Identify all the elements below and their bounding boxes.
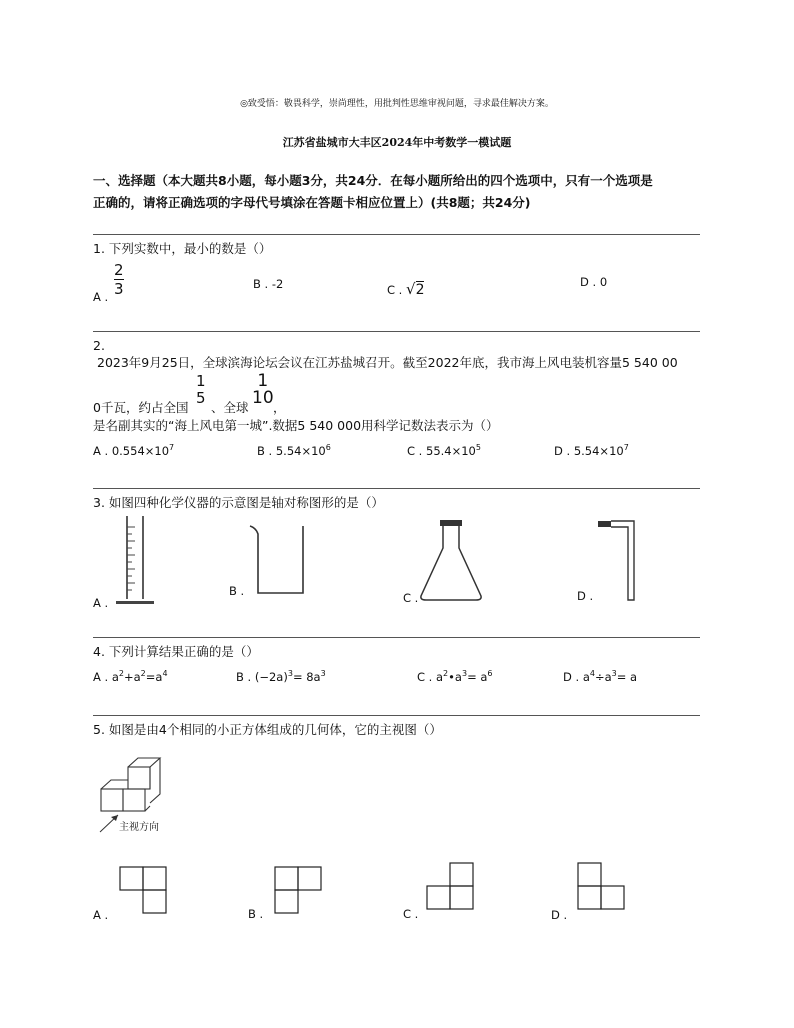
q3-stem: 3. 如图四种化学仪器的示意图是轴对称图形的是（） [93, 495, 384, 510]
q3-option-c: C . [403, 591, 419, 605]
exponent: 2 [140, 669, 146, 678]
fraction-denominator: 5 [196, 389, 206, 407]
view-direction-label: 主视方向 [119, 822, 159, 833]
q4-option-b [236, 669, 326, 684]
exponent: 3 [461, 669, 468, 678]
q4-option-a [93, 669, 168, 684]
q2-text-line2b: 、全球 [211, 400, 249, 415]
q2-option-b [257, 443, 331, 458]
fraction-numerator: 1 [257, 371, 269, 391]
q2-option-a [93, 443, 174, 458]
glass-tube-icon [596, 517, 640, 603]
q1-option-c-label: C . [387, 283, 403, 297]
q5-option-a-figure [119, 866, 169, 916]
text: = 8a [292, 669, 321, 684]
text: = a [616, 669, 638, 684]
q2-fraction-one-tenth [252, 373, 274, 406]
q2-option-d [554, 443, 629, 458]
q1-option-b: B . -2 [253, 277, 284, 291]
exponent: 3 [320, 669, 326, 678]
exponent: 3 [611, 669, 617, 678]
exponent: 6 [325, 443, 331, 452]
q3-option-a: A . [93, 596, 109, 610]
q2-option-d-base: D . 5.54×10 [554, 443, 624, 458]
divider [93, 488, 700, 489]
divider [93, 715, 700, 716]
exponent: 7 [623, 443, 629, 452]
q5-option-a: A . [93, 908, 109, 922]
divider [93, 331, 700, 332]
divider [93, 234, 700, 235]
graduated-cylinder-icon [112, 515, 160, 607]
q2-number: 2. [93, 338, 105, 353]
exam-title: 江苏省盐城市大丰区2024年中考数学一模试题 [282, 136, 512, 149]
beaker-icon [248, 524, 308, 596]
exponent: 2 [118, 669, 124, 678]
q1-option-c [387, 280, 424, 298]
sqrt-icon: √ [406, 280, 416, 298]
q1-stem: 1. 下列实数中，最小的数是（） [93, 241, 272, 256]
text: =a [145, 669, 163, 684]
q5-option-d: D . [551, 908, 568, 922]
section-heading [93, 170, 703, 214]
q4-option-c [417, 669, 493, 684]
section-heading-line2: 正确的，请将正确选项的字母代号填涂在答题卡相应位置上）(共8题；共24分) [93, 195, 531, 210]
q5-stem: 5. 如图是由4个相同的小正方体组成的几何体，它的主视图（） [93, 722, 442, 737]
text: A . a [93, 669, 119, 684]
text: •a [448, 669, 462, 684]
q2-fraction-one-fifth [196, 373, 206, 406]
exponent: 3 [287, 669, 293, 678]
q5-option-b: B . [248, 907, 264, 921]
q2-text-line2c: ， [273, 400, 286, 415]
text: = a [467, 669, 488, 684]
exponent: 4 [589, 669, 595, 678]
q2-option-c-base: C . 55.4×10 [407, 443, 476, 458]
radicand: 2 [415, 282, 425, 298]
q5-option-c: C . [403, 907, 419, 921]
section-heading-line1: 一、选择题（本大题共8小题，每小题3分，共24分．在每小题所给出的四个选项中，只有一个选项是 [93, 173, 653, 188]
fraction-numerator: 1 [196, 372, 206, 390]
exponent: 5 [475, 443, 481, 452]
q3-option-d: D . [577, 589, 594, 603]
q5-option-b-figure [274, 866, 324, 916]
fraction-numerator: 2 [114, 261, 124, 279]
q2-option-a-base: A . 0.554×10 [93, 443, 170, 458]
q5-option-c-figure [426, 862, 476, 912]
motto: ◎致受悟：敬畏科学，崇尚理性，用批判性思维审视问题，寻求最佳解决方案。 [240, 99, 554, 109]
text: D . a [563, 669, 590, 684]
fraction-denominator: 10 [252, 388, 274, 408]
text: B . (−2a) [236, 669, 288, 684]
fraction-denominator: 3 [114, 280, 124, 298]
q5-option-d-figure [577, 862, 629, 912]
conical-flask-icon [418, 518, 484, 604]
q4-option-d [563, 669, 637, 684]
exponent: 2 [443, 669, 449, 678]
q3-option-b: B . [229, 584, 245, 598]
q2-option-b-base: B . 5.54×10 [257, 443, 326, 458]
exponent: 7 [169, 443, 175, 452]
q2-option-c [407, 443, 481, 458]
text: +a [123, 669, 141, 684]
q1-option-d: D . 0 [580, 275, 608, 289]
text: C . a [417, 669, 444, 684]
exponent: 4 [162, 669, 168, 678]
divider [93, 637, 700, 638]
q1-option-a-label: A . [93, 290, 109, 304]
exponent: 6 [487, 669, 493, 678]
q2-text-line3: 是名副其实的“海上风电第一城”.数据5 540 000用科学记数法表示为（） [93, 418, 499, 433]
q4-stem: 4. 下列计算结果正确的是（） [93, 644, 259, 659]
q1-option-a-fraction [114, 262, 124, 297]
q2-text-line2a: 0千瓦，约占全国 [93, 400, 189, 415]
q2-text-line1: 2023年9月25日，全球滨海论坛会议在江苏盐城召开。截至2022年底，我市海上风电装机容量5 540 00 [97, 355, 678, 370]
text: ÷a [594, 669, 612, 684]
